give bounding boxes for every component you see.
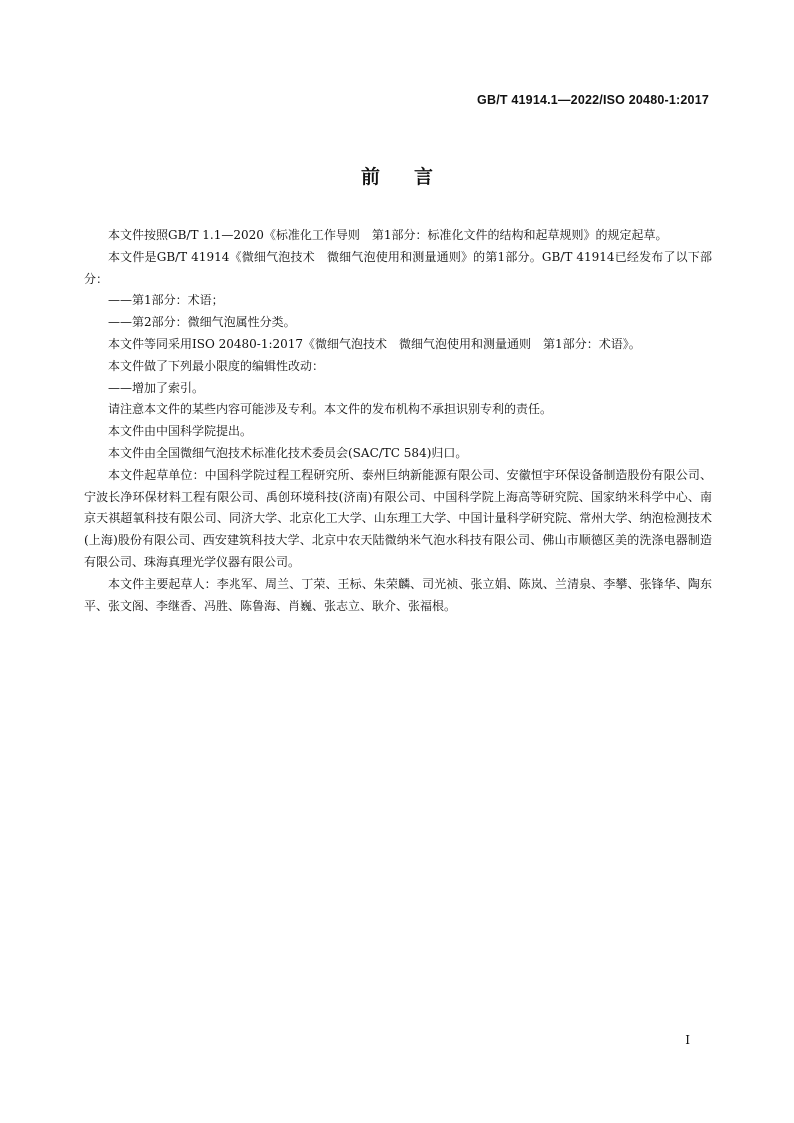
paragraph-drafting-units: 本文件起草单位：中国科学院过程工程研究所、泰州巨纳新能源有限公司、安徽恒宇环保设备制造股份有限公司、宁波长净环保材料工程有限公司、禹创环境科技(济南)有限公司、中国科学院上海高等研究院、国家纳米科学中心、南京天祺超氧科技有限公司、同济大学、北京化工大学、山东理工大学、中国计量科学研究院、常州大学、纳泡检测技术(上海)股份有限公司、西安建筑科技大学、北京中农天陆微纳米气泡水科技有限公司、佛山市顺德区美的洗涤电器制造有限公司、珠海真理光学仪器有限公司。 [84,467,712,569]
paragraph-part-overview: 本文件是GB/T 41914《微细气泡技术 微细气泡使用和测量通则》的第1部分。GB/T 41914已经发布了以下部分： [84,249,712,286]
paragraph-proposer: 本文件由中国科学院提出。 [108,424,253,439]
list-item-part-2: ——第2部分：微细气泡属性分类。 [108,315,296,330]
list-item-index-added: ——增加了索引。 [108,380,205,395]
foreword-body [84,225,712,617]
page-number: I [685,1033,690,1047]
page-title: 前言 [360,166,467,188]
paragraph-drafting-rules: 本文件按照GB/T 1.1—2020《标准化工作导则 第1部分：标准化文件的结构和起草规则》的规定起草。 [108,228,668,242]
paragraph-committee: 本文件由全国微细气泡技术标准化技术委员会(SAC/TC 584)归口。 [108,445,468,460]
list-item-part-1: ——第1部分：术语； [108,293,224,308]
standard-code: GB/T 41914.1—2022/ISO 20480-1:2017 [477,93,709,107]
paragraph-iso-adoption: 本文件等同采用ISO 20480-1:2017《微细气泡技术 微细气泡使用和测量通则 第1部分：术语》。 [108,336,641,351]
paragraph-drafters: 本文件主要起草人：李兆军、周兰、丁荣、王标、朱荣麟、司光祯、张立娟、陈岚、兰清泉、李攀、张锋华、陶东平、张文阁、李继香、冯胜、陈鲁海、肖巍、张志立、耿介、张福根。 [84,576,712,613]
paragraph-editorial-changes: 本文件做了下列最小限度的编辑性改动： [108,358,325,373]
paragraph-patent-notice: 请注意本文件的某些内容可能涉及专利。本文件的发布机构不承担识别专利的责任。 [108,402,553,417]
